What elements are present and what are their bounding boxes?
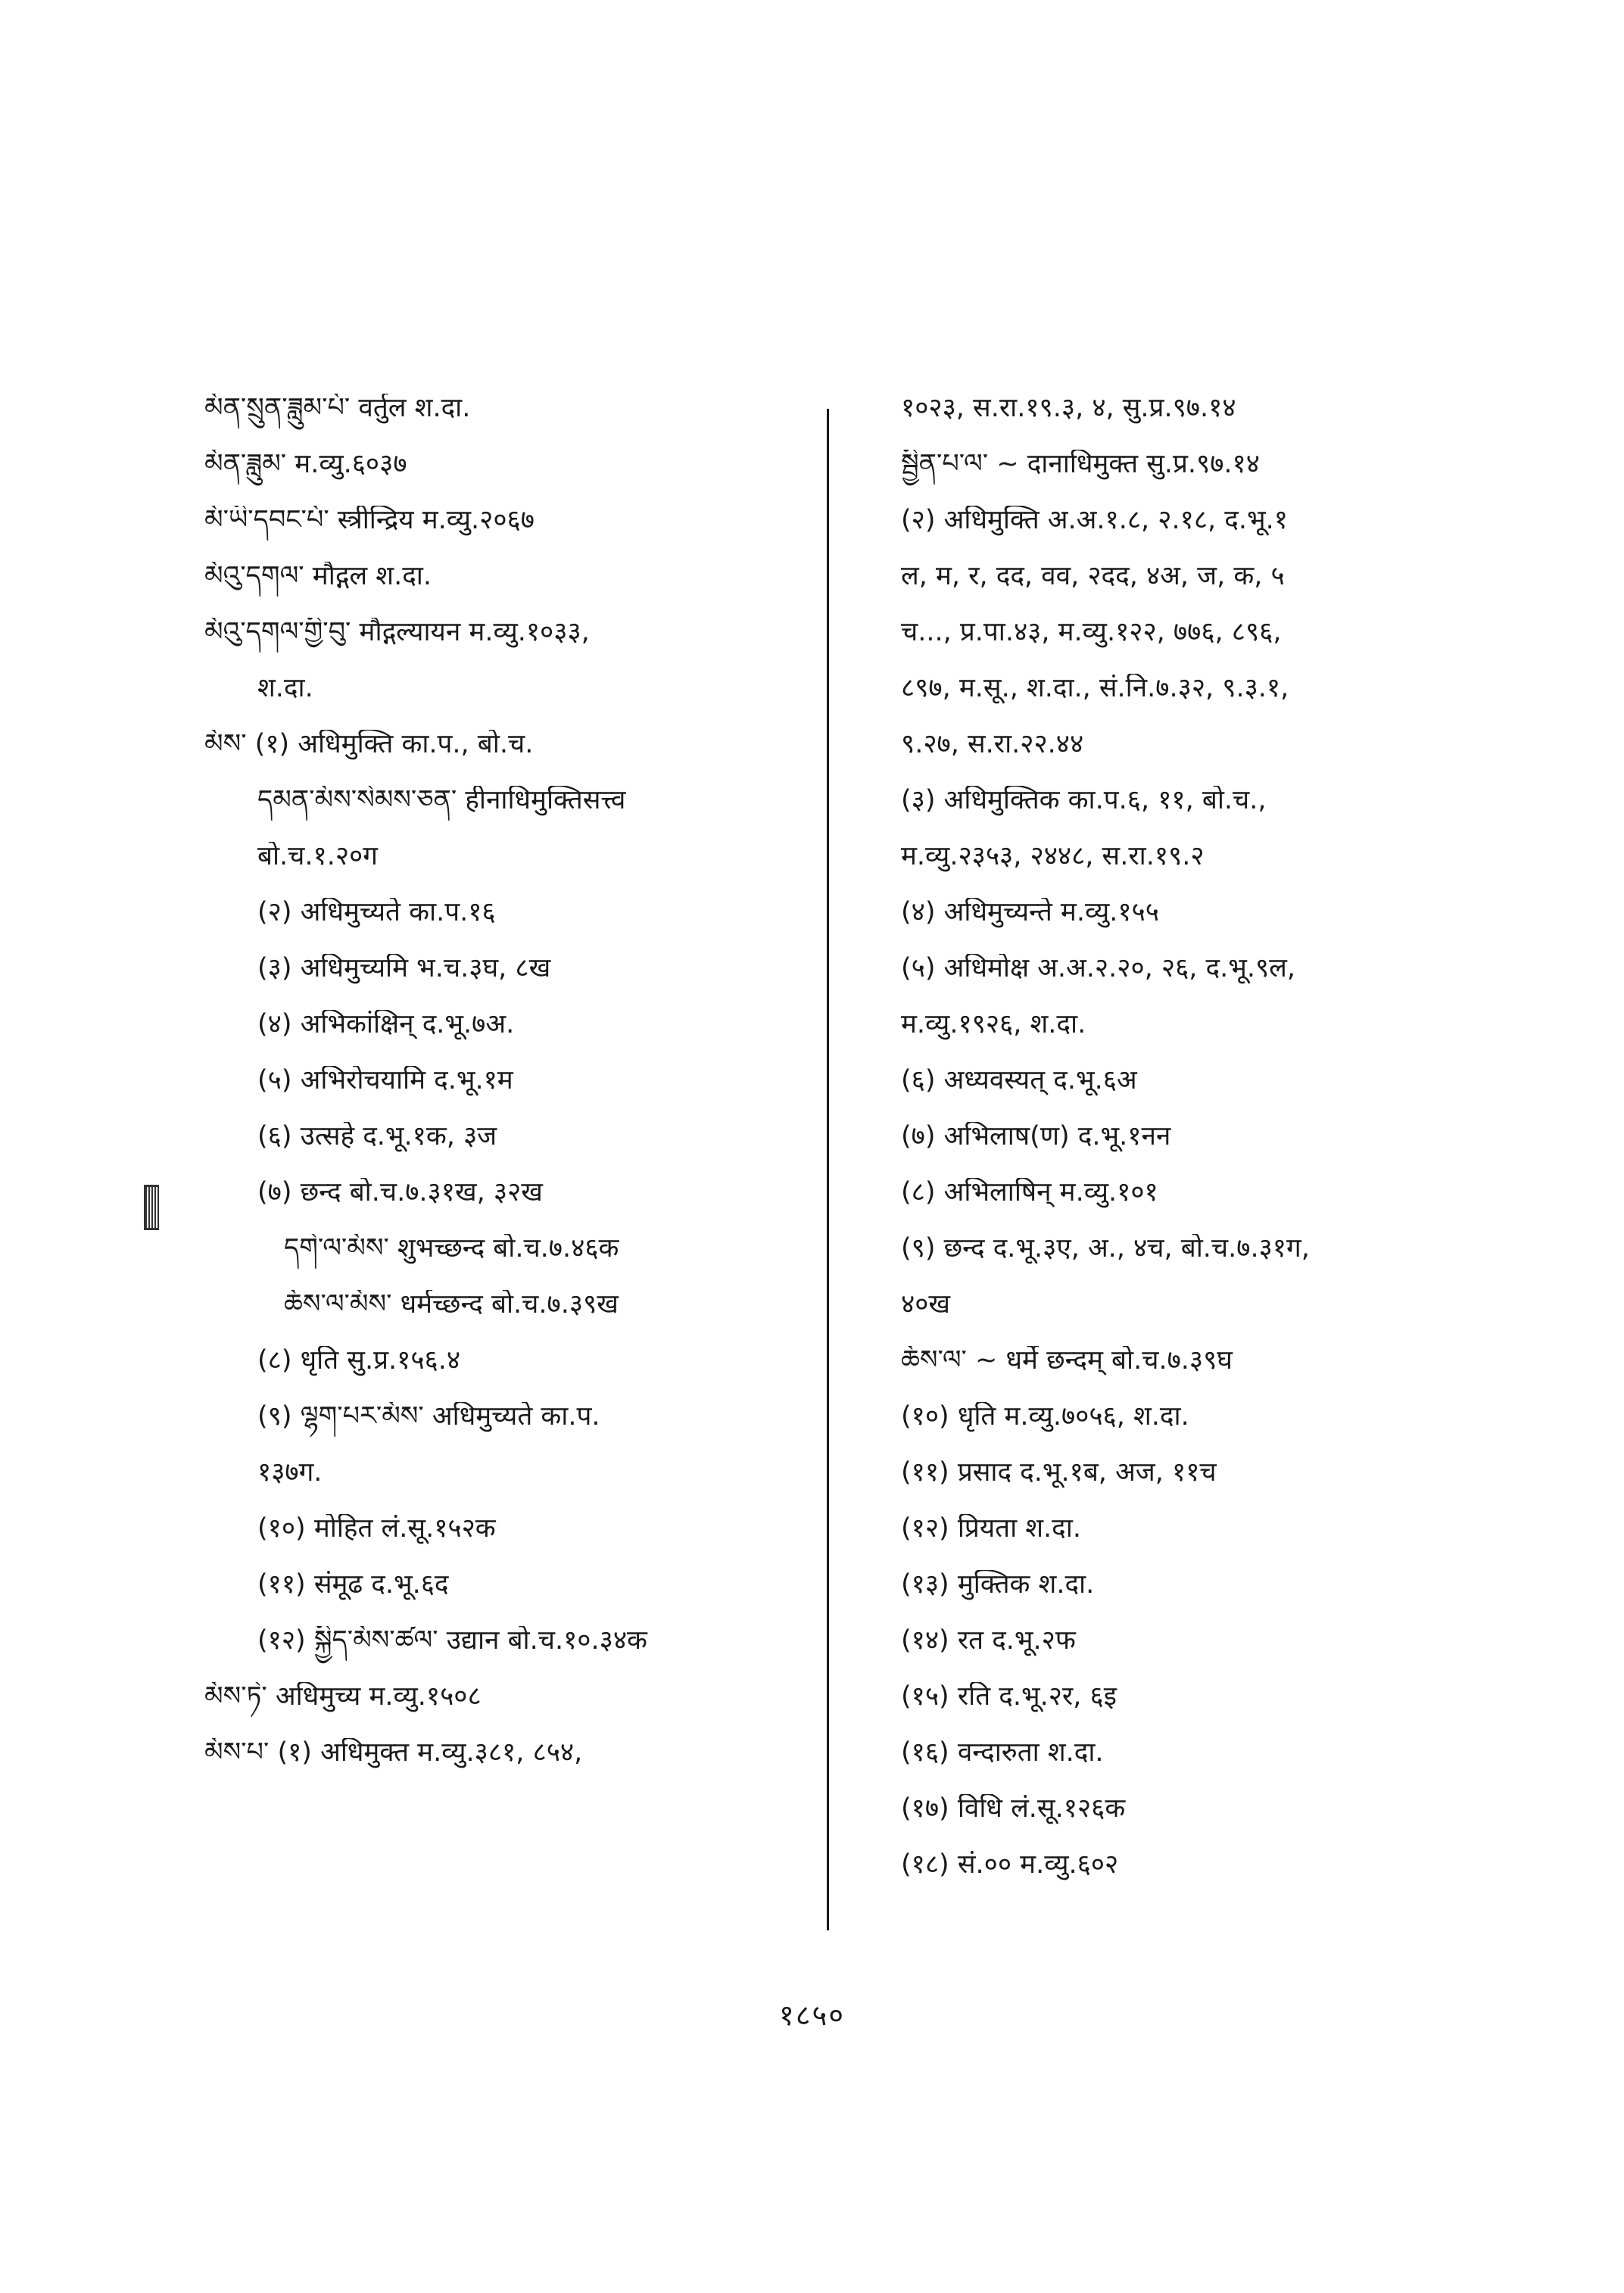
dictionary-entry-line: (१४) रत द.भू.२फ xyxy=(901,1626,1076,1656)
dictionary-entry-line: (१२) प्रियता श.दा. xyxy=(901,1514,1081,1544)
dictionary-entry-line: ४०ख xyxy=(901,1290,951,1319)
dictionary-entry-line: (२) अधिमुक्ति अ.अ.१.८, २.१८, द.भू.१ xyxy=(901,506,1288,535)
dictionary-entry-line: (१६) वन्दारुता श.दा. xyxy=(901,1738,1104,1768)
dictionary-entry-line: མོ་ཡི་དབང་པོ་ स्त्रीन्द्रिय म.व्यु.२०६७ xyxy=(204,506,535,535)
dictionary-entry-line: མོན་ཟླུམ་ म.व्यु.६०३७ xyxy=(204,450,407,479)
dictionary-entry-line: མོས་པ་ (१) अधिमुक्त म.व्यु.३८१, ८५४, xyxy=(204,1738,583,1768)
column-divider xyxy=(827,409,829,1930)
dictionary-entry-line: म.व्यु.१९२६, श.दा. xyxy=(901,1010,1086,1039)
dictionary-entry-line: (७) अभिलाष(ण) द.भू.१नन xyxy=(901,1122,1171,1151)
dictionary-entry-line: (११) प्रसाद द.भू.१ब, अज, ११च xyxy=(901,1458,1217,1488)
dictionary-entry-line: དགེ་ལ་མོས་ शुभच्छन्द बो.च.७.४६क xyxy=(284,1234,619,1263)
dictionary-entry-line: (१०) मोहित लं.सू.१५२क xyxy=(257,1514,496,1544)
dictionary-entry-line: ल, म, र, दद, वव, २दद, ४अ, ज, क, ५ xyxy=(901,562,1285,591)
page-number: १८५० xyxy=(778,1999,846,2032)
dictionary-entry-line: ९.२७, स.रा.२२.४४ xyxy=(901,730,1084,759)
dictionary-entry-line: མོན་སྲུན་ཟླུམ་པོ་ वर्तुल श.दा. xyxy=(204,394,471,423)
dictionary-entry-line: སྦྱིན་པ་ལ་ ~ दानाधिमुक्त सु.प्र.९७.१४ xyxy=(901,450,1260,479)
dictionary-entry-line: (१७) विधि लं.सू.१२६क xyxy=(901,1794,1126,1824)
dictionary-entry-line: च..., प्र.पा.४३, म.व्यु.१२२, ७७६, ८९६, xyxy=(901,618,1282,647)
dictionary-entry-line: མོས་ཏེ་ अधिमुच्य म.व्यु.१५०८ xyxy=(204,1682,482,1712)
dictionary-entry-line: ཆོས་ལ་ ~ धर्मे छन्दम् बो.च.७.३९घ xyxy=(901,1346,1233,1375)
dictionary-entry-line: (११) संमूढ द.भू.६द xyxy=(257,1570,449,1600)
dictionary-entry-line: (१३) मुक्तिक श.दा. xyxy=(901,1570,1095,1600)
dictionary-entry-line: १०२३, स.रा.१९.३, ४, सु.प्र.९७.१४ xyxy=(901,394,1236,423)
dictionary-entry-line: (६) उत्सहे द.भू.१क, ३ज xyxy=(257,1122,497,1151)
margin-mark xyxy=(144,1185,159,1230)
dictionary-entry-line: མོས་ (१) अधिमुक्ति का.प., बो.च. xyxy=(204,730,534,759)
dictionary-entry-line: ८९७, म.सू., श.दा., सं.नि.७.३२, ९.३.१, xyxy=(901,674,1289,703)
dictionary-entry-line: མོའུ་དགལ་གྱི་བུ་ मौद्गल्यायन म.व्यु.१०३३, xyxy=(204,618,590,647)
dictionary-entry-line: ཆོས་ལ་མོས་ धर्मच्छन्द बो.च.७.३९ख xyxy=(284,1290,619,1319)
dictionary-entry-line: (४) अभिकांक्षिन् द.भू.७अ. xyxy=(257,1010,515,1039)
dictionary-entry-line: म.व्यु.२३५३, २४४८, स.रा.१९.२ xyxy=(901,842,1205,871)
dictionary-entry-line: बो.च.१.२०ग xyxy=(257,842,378,871)
dictionary-entry-line: (८) अभिलाषिन् म.व्यु.१०१ xyxy=(901,1178,1158,1207)
dictionary-entry-line: (७) छन्द बो.च.७.३१ख, ३२ख xyxy=(257,1178,543,1207)
dictionary-entry-line: དམན་མོས་སེམས་ཅན་ हीनाधिमुक्तिसत्त्व xyxy=(257,786,626,815)
dictionary-entry-line: श.दा. xyxy=(257,674,313,703)
dictionary-entry-line: (१०) धृति म.व्यु.७०५६, श.दा. xyxy=(901,1402,1189,1432)
dictionary-entry-line: (३) अधिमुच्यमि भ.च.३घ, ८ख xyxy=(257,954,551,983)
dictionary-entry-line: (१५) रति द.भू.२र, ६इ xyxy=(901,1682,1117,1712)
dictionary-entry-line: (४) अधिमुच्यन्ते म.व्यु.१५५ xyxy=(901,898,1159,927)
dictionary-entry-line: (९) छन्द द.भू.३ए, अ., ४च, बो.च.७.३१ग, xyxy=(901,1234,1310,1263)
dictionary-entry-line: (२) अधिमुच्यते का.प.१६ xyxy=(257,898,496,927)
dictionary-entry-line: (८) धृति सु.प्र.१५६.४ xyxy=(257,1346,461,1375)
dictionary-entry-line: (६) अध्यवस्यत् द.भू.६अ xyxy=(901,1066,1137,1095)
dictionary-entry-line: (१२) སྐྱིད་མོས་ཚལ་ उद्यान बो.च.१०.३४क xyxy=(257,1626,647,1656)
dictionary-entry-line: (१८) सं.०० म.व्यु.६०२ xyxy=(901,1850,1119,1880)
left-column xyxy=(204,394,810,1794)
dictionary-entry-line: (३) अधिमुक्तिक का.प.६, ११, बो.च., xyxy=(901,786,1267,815)
right-column xyxy=(901,394,1499,1906)
dictionary-entry-line: (९) ལྷག་པར་མོས་ अधिमुच्यते का.प. xyxy=(257,1402,600,1432)
dictionary-entry-line: १३७ग. xyxy=(257,1458,323,1488)
dictionary-entry-line: མོའུ་དགལ་ मौद्गल श.दा. xyxy=(204,562,432,591)
dictionary-entry-line: (५) अधिमोक्ष अ.अ.२.२०, २६, द.भू.९ल, xyxy=(901,954,1296,983)
dictionary-entry-line: (५) अभिरोचयामि द.भू.१म xyxy=(257,1066,513,1095)
